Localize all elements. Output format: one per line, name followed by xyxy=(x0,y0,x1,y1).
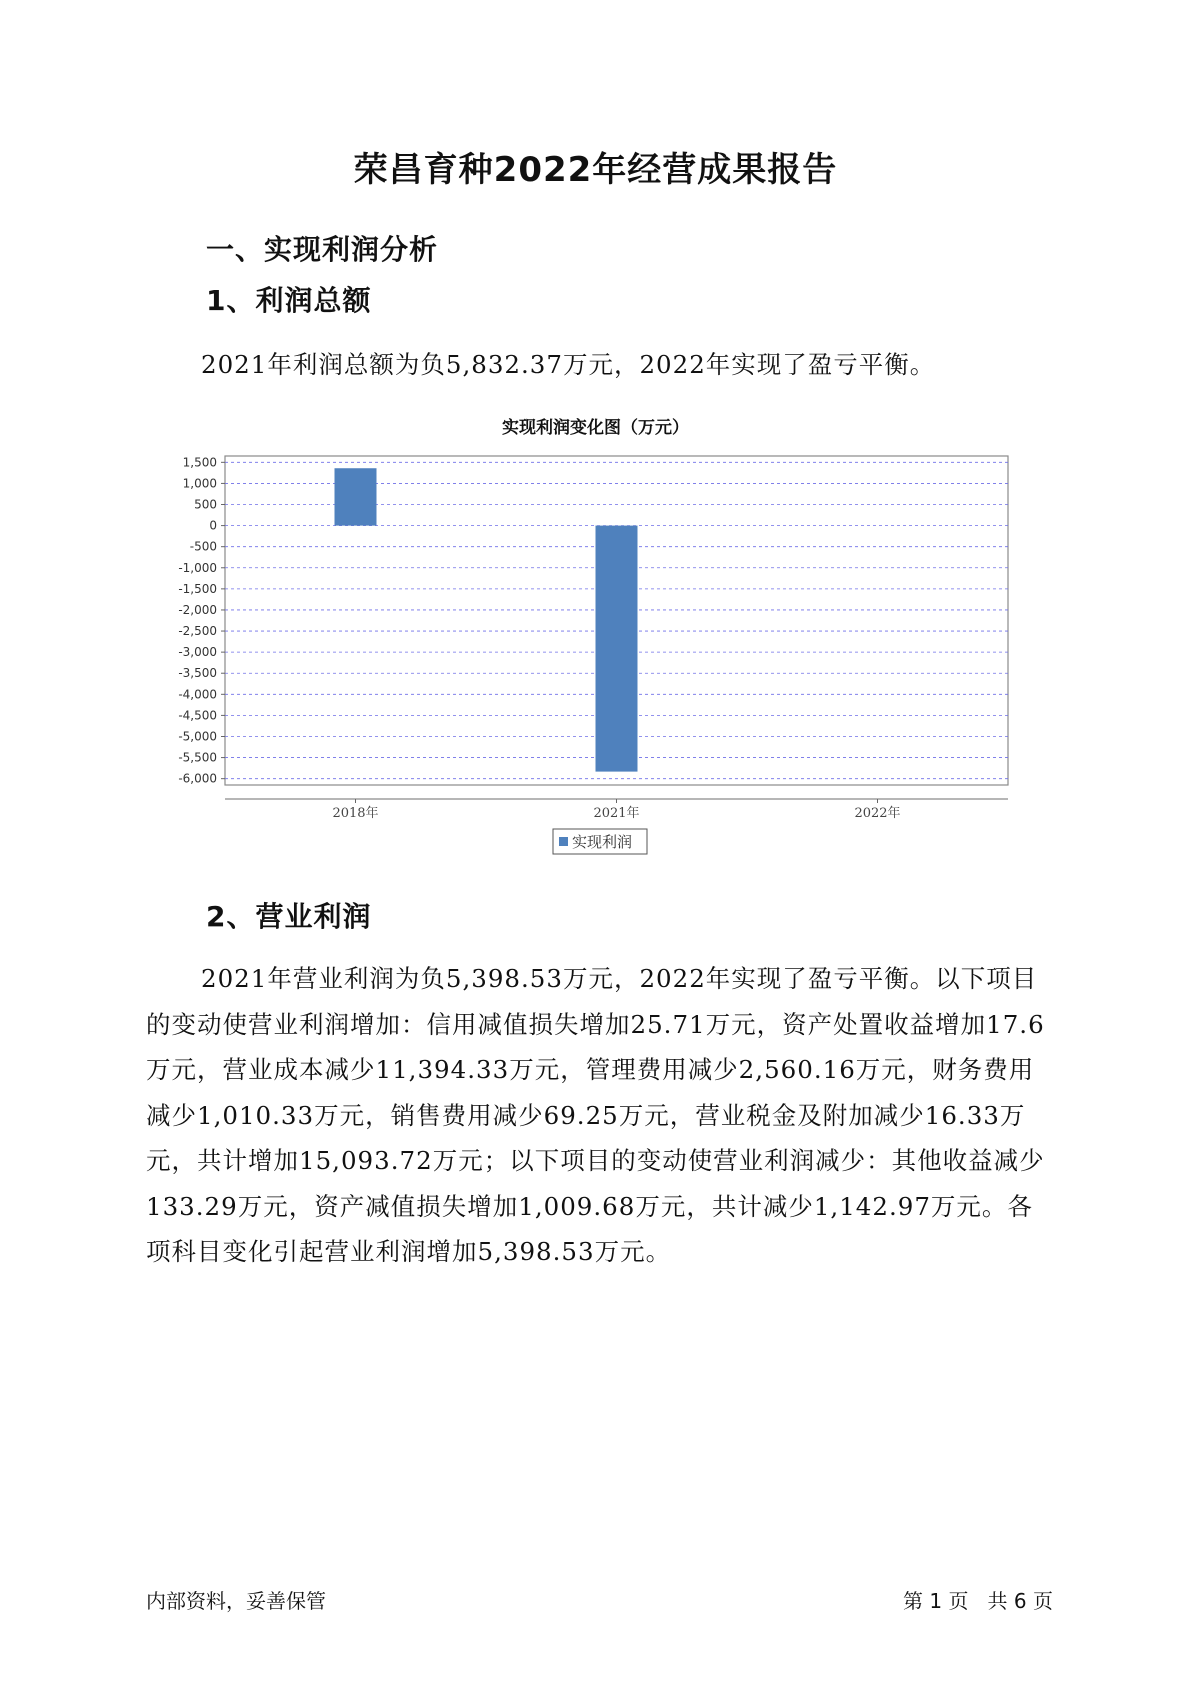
chart-y-tick-label: -5,000 xyxy=(178,729,217,744)
chart-y-tick-label: 0 xyxy=(209,518,217,533)
page-label-pre: 第 xyxy=(903,1589,924,1613)
chart-y-tick-label: -1,500 xyxy=(178,581,217,596)
chart-y-tick-label: -5,500 xyxy=(178,750,217,765)
chart-y-axis xyxy=(178,455,225,785)
chart-title: 实现利润变化图（万元） xyxy=(502,418,689,438)
chart-y-tick-label: -4,000 xyxy=(178,687,217,702)
page-total: 6 xyxy=(1013,1589,1027,1613)
document-title: 荣昌育种2022年经营成果报告 xyxy=(353,150,838,190)
chart-legend-swatch xyxy=(559,837,568,846)
footer-page-number xyxy=(903,1585,1053,1614)
chart-y-tick-label: 1,000 xyxy=(182,476,217,491)
chart-y-tick-label: 500 xyxy=(194,497,217,512)
chart-legend xyxy=(553,829,647,854)
paragraph-operating-profit: 2021年营业利润为负5,398.53万元，2022年实现了盈亏平衡。以下项目的变动使营业利润增加：信用减值损失增加25.71万元，资产处置收益增加17.6万元，营业成本减少11,394.33万元，管理费用减少2,560.16万元，财务费用减少1,010.33万元，销售费用减少69.25万元，营业税金及附加减少16.33万元，共计增加15,093.72万元；以下项目的变动使营业利润减少：其他收益减少133.29万元，资产减值损失增加1,009.68万元，共计减少1,142.97万元。各项科目变化引起营业利润增加5,398.53万元。 xyxy=(146,964,1045,1266)
chart-y-tick-label: -2,500 xyxy=(178,624,217,639)
page-total-label-post: 页 xyxy=(1033,1589,1053,1613)
chart-y-tick-label: 1,500 xyxy=(182,455,217,470)
chart-y-tick-label: -3,500 xyxy=(178,666,217,681)
chart-y-tick-label: -4,500 xyxy=(178,708,217,723)
chart-x-tick-label: 2018年 xyxy=(332,806,379,821)
footer-confidential-note: 内部资料，妥善保管 xyxy=(146,1589,326,1613)
chart-y-tick-label: -6,000 xyxy=(178,771,217,786)
chart-x-axis xyxy=(225,799,1008,821)
section-heading: 一、实现利润分析 xyxy=(206,233,439,266)
chart-legend-label: 实现利润 xyxy=(572,833,633,851)
chart-x-tick-label: 2022年 xyxy=(854,806,901,821)
subsection-heading-operating-profit: 2、营业利润 xyxy=(206,900,372,933)
chart-x-tick-label: 2021年 xyxy=(593,806,640,821)
chart-y-tick-label: -2,000 xyxy=(178,602,217,617)
subsection-heading-profit-total: 1、利润总额 xyxy=(206,284,372,317)
page-current: 1 xyxy=(929,1589,943,1613)
paragraph-profit-total: 2021年利润总额为负5,832.37万元，2022年实现了盈亏平衡。 xyxy=(201,350,936,379)
page-total-label-pre: 共 xyxy=(987,1589,1008,1613)
chart-y-tick-label: -500 xyxy=(189,539,217,554)
page-label-mid: 页 xyxy=(948,1589,969,1613)
chart-bar xyxy=(596,526,638,772)
chart-bar xyxy=(335,468,377,525)
chart-y-tick-label: -3,000 xyxy=(178,645,217,660)
chart-y-tick-label: -1,000 xyxy=(178,560,217,575)
